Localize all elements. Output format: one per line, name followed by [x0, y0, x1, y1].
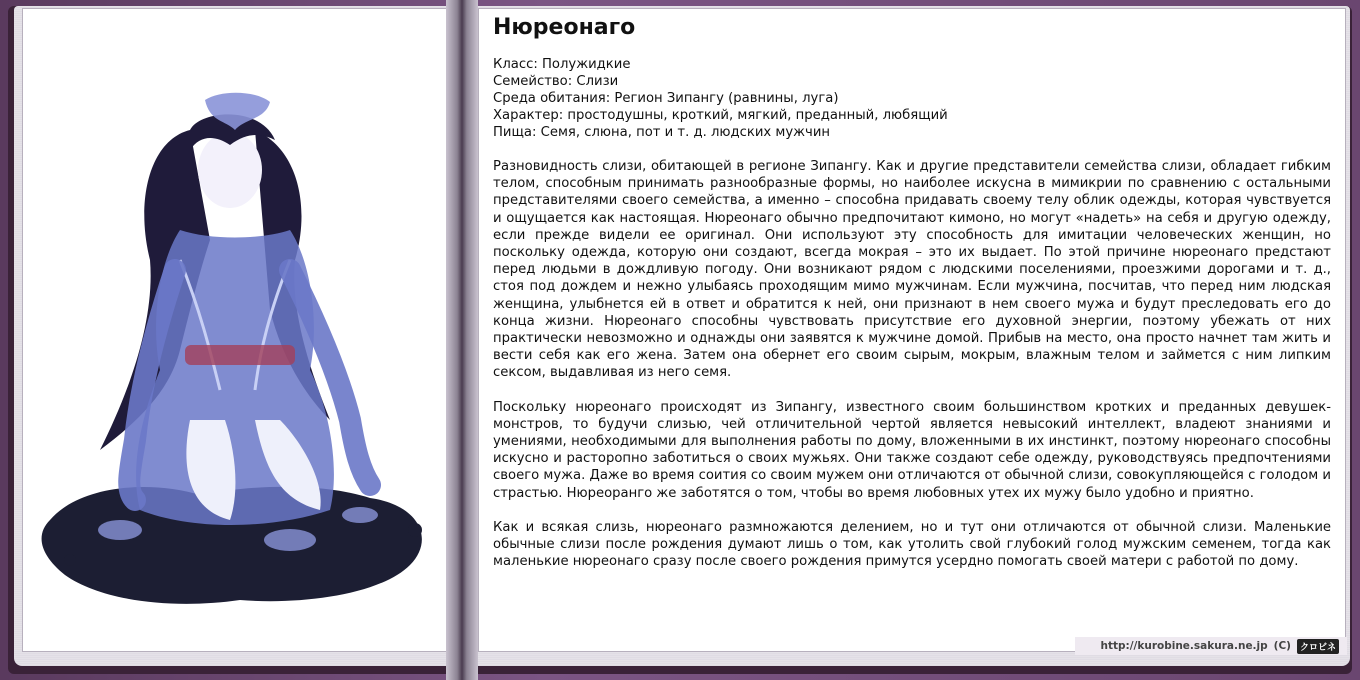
entry-meta — [493, 56, 1331, 141]
book-spine — [446, 0, 478, 680]
meta-class: Класс: Полужидкие — [493, 57, 631, 72]
page-title: Нюреонаго — [493, 15, 636, 40]
meta-habitat: Среда обитания: Регион Зипангу (равнины, луга) — [493, 91, 839, 106]
nureonago-illustration — [40, 90, 440, 630]
meta-food: Пища: Семя, слюна, пот и т. д. людских мужчин — [493, 125, 831, 140]
artist-logo: クロビネ — [1297, 639, 1339, 654]
meta-character: Характер: простодушны, кроткий, мягкий, преданный, любящий — [493, 108, 948, 123]
paragraph-behavior: Поскольку нюреонаго происходят из Зипангу, известного своим большинством кротких и преданных девушек-монстров, то будучи слизью, чей отличительной чертой является невысокий интеллект, владеют знаниями и умениями, необходимыми для выполнения работы по дому, вложенными в их инстинкт, поэтому нюреонаго способны искусно и расторопно заботиться о своих мужьях. Они также создают себе одежду, руководствуясь предпочтениями своего мужа. Даже во время соития со своим мужем они отличаются от обычной слизи, совокупляющейся с голодом и страстью. Нюреоранго же заботятся о том, чтобы во время любовных утех их мужу было удобно и приятно. — [493, 399, 1331, 501]
source-url-link[interactable]: http://kurobine.sakura.ne.jp — [1100, 640, 1268, 652]
kimono-sash — [185, 345, 295, 365]
footer-credit — [1075, 637, 1347, 655]
entry-text-area — [493, 14, 1331, 634]
paragraph-reproduction: Как и всякая слизь, нюреонаго размножаются делением, но и тут они отличаются от обычной слизи. Маленькие обычные слизи после рождения думают лишь о том, как утолить свой глубокий голод мужским семенем, тогда как маленькие нюреонаго сразу после своего рождения примутся усердно помогать своей матери с работой по дому. — [493, 519, 1331, 570]
paragraph-description: Разновидность слизи, обитающей в регионе Зипангу. Как и другие представители семейства слизи, обладает гибким телом, способным принимать разнообразные формы, но наиболее искусна в мимикрии по сравнению с остальными представителями своего семейства, а именно – способна придавать своему телу облик одежды, которая чувствуется и ощущается как настоящая. Нюреонаго обычно предпочитают кимоно, но могут «надеть» на себя и другую одежду, если прежде видели ее оригинал. Они используют эту способность для имитации человеческих женщин, но поскольку одежда, которую они создают, всегда мокрая – это их выдает. По этой причине нюреонаго предстают перед людьми в дождливую погоду. Они возникают рядом с людскими поселениями, проезжими дорогами и т. д., стоя под дождем и нежно улыбаясь проходящим мимо мужчинам. Если мужчина, посчитав, что перед ним людская женщина, улыбнется ей в ответ и обратится к ней, они признают в нем своего мужа и будут преследовать его до конца жизни. Нюреонаго способны чувствовать присутствие его духовной энергии, поэтому убежать от них практически невозможно и однажды они заявятся к мужчине домой. Прибыв на место, она просто начнет там жить и вести себя как его жена. Затем она обернет его своим сырым, мокрым, влажным телом и займется с ним липким сексом, выдавливая из него семя. — [493, 159, 1331, 381]
copyright-mark: (C) — [1273, 640, 1291, 652]
meta-family: Семейство: Слизи — [493, 74, 619, 89]
